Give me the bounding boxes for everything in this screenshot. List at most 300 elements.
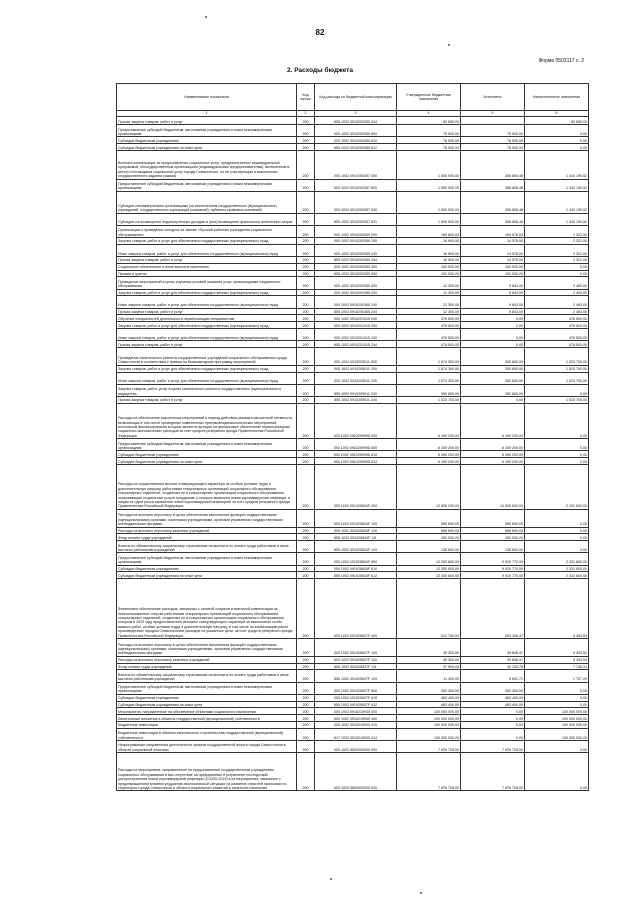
row-line-code: 200: [297, 553, 315, 565]
row-line-code: 200: [297, 465, 315, 510]
row-budget-code: 000 1002 0910201015 000: [315, 315, 397, 322]
row-name: Проведение мероприятий в целях изучения условий оказания услуг организациями социального обслуживания: [117, 277, 297, 289]
row-approved: 76 000,00: [397, 137, 461, 144]
row-unexecuted: 100 000 000,00: [525, 715, 589, 722]
table-row: [117, 728, 589, 740]
row-unexecuted: 0,00: [525, 270, 589, 277]
row-executed: [461, 117, 525, 125]
row-line-code: 200: [297, 741, 315, 753]
row-executed: 9 920 770,00: [461, 572, 525, 579]
table-row: [117, 225, 589, 237]
row-executed: 39 846,47: [461, 656, 525, 663]
row-approved: 12 250 600,00: [397, 572, 461, 579]
row-unexecuted: 7 746,24: [525, 663, 589, 670]
row-executed: 0,00: [461, 721, 525, 728]
row-unexecuted: 9 453,53: [525, 656, 589, 663]
table-row: [117, 656, 589, 663]
row-approved: 512 700,00: [397, 579, 461, 639]
row-line-code: 200: [297, 329, 315, 341]
row-budget-code: 000 1002 0910201015 240: [315, 329, 397, 341]
row-executed: 76 000,00: [461, 144, 525, 151]
table-row: [117, 639, 589, 657]
row-approved: 16 900,00: [397, 244, 461, 256]
row-unexecuted: 1 523 700,00: [525, 365, 589, 372]
row-budget-code: 817 1002 0910219930 414: [315, 728, 397, 740]
row-approved: 100 000 000,00: [397, 708, 461, 715]
row-unexecuted: 1 443 190,52: [525, 191, 589, 213]
row-line-code: 200: [297, 728, 315, 740]
table-row: [117, 541, 589, 553]
row-budget-code: 000 1002 0910205011 000: [315, 348, 397, 366]
row-executed: 9 843,00: [461, 308, 525, 315]
row-executed: 30 153,76: [461, 663, 525, 670]
row-unexecuted: 0,00: [525, 125, 589, 137]
row-name: Закупка товаров, работ, услуг в целях капитального ремонта государственного (муниципального) имущества: [117, 384, 297, 396]
row-line-code: 200: [297, 527, 315, 534]
row-unexecuted: 1 443 190,52: [525, 150, 589, 179]
column-number: 1: [117, 111, 297, 117]
row-unexecuted: 1 523 700,00: [525, 372, 589, 384]
table-row: [117, 296, 589, 308]
header-executed: Исполнено: [461, 84, 525, 111]
row-name: Финансовое обеспечение расходов, связанных с оплатой отпусков и выплатой компенсации за неиспользованные отпуска работникам стационарных организаций социального обслуживания, стационарных отделений, созданных не в стационарных организациях социального обслуживания, которым в 2020 году предоставлялись выплаты стимулирующего характера за выполнение особо важных работ, особые условия труда и дополнительную нагрузку, в том числе на компенсацию ранее произведенных городом Севастополем расходов на указанные цели, за счет средств резервного фонда Правительства Российской Федерации: [117, 579, 297, 639]
row-budget-code: 855 1002 0910200359 350: [315, 270, 397, 277]
row-unexecuted: 0,00: [525, 263, 589, 270]
row-budget-code: 855 1002 091025834F 119: [315, 541, 397, 553]
row-executed: 14 578,00: [461, 244, 525, 256]
row-budget-code: 000 1002 091025837F 600: [315, 682, 397, 694]
row-executed: 7 629 705,00: [461, 741, 525, 753]
row-line-code: 200: [297, 397, 315, 404]
table-row: [117, 257, 589, 264]
row-name: Субсидии бюджетным учреждениям: [117, 694, 297, 701]
table-row: [117, 708, 589, 715]
row-line-code: 200: [297, 572, 315, 579]
row-approved: 100 000 000,00: [397, 721, 461, 728]
row-name: Прочая закупка товаров, работ и услуг: [117, 117, 297, 125]
row-unexecuted: 1 523 700,00: [525, 397, 589, 404]
row-name: Закупка товаров, работ и услуг для обеспечения государственных (муниципальных) нужд: [117, 365, 297, 372]
row-approved: 476 500,00: [397, 341, 461, 348]
row-executed: 39 846,47: [461, 639, 525, 657]
row-unexecuted: 0,00: [525, 403, 589, 438]
row-budget-code: 855 1002 091025834F 612: [315, 572, 397, 579]
row-executed: 6 169 200,00: [461, 458, 525, 465]
table-row: [117, 117, 589, 125]
row-approved: 12 300,00: [397, 308, 461, 315]
table-row: [117, 397, 589, 404]
row-unexecuted: 100 000 000,00: [525, 721, 589, 728]
row-approved: 49 300,00: [397, 639, 461, 657]
row-unexecuted: 476 500,00: [525, 329, 589, 341]
row-unexecuted: 0,00: [525, 439, 589, 451]
row-executed: 9 920 770,00: [461, 565, 525, 572]
row-name: Расходы на выплаты персоналу в целях обеспечения выполнения функций государственными (муниципальными) органами, казенными учреждениями, органами управления государственными внебюджетными фондами: [117, 509, 297, 527]
row-approved: 7 629 705,00: [397, 753, 461, 791]
row-approved: 1 800 000,00: [397, 179, 461, 191]
row-unexecuted: 0,00: [525, 527, 589, 534]
row-approved: 6 169 200,00: [397, 439, 461, 451]
row-name: Субсидии бюджетным учреждениям: [117, 137, 297, 144]
row-line-code: 200: [297, 289, 315, 296]
row-budget-code: 000 1002 091025999D 000: [315, 403, 397, 438]
row-name: Расходы на выплаты персоналу казенных учреждений: [117, 527, 297, 534]
row-approved: 476 500,00: [397, 322, 461, 329]
row-unexecuted: 0,00: [525, 137, 589, 144]
row-executed: 135 600,00: [461, 541, 525, 553]
row-name: Субсидии на возмещение недополученных доходов и (или) возмещение фактически понесенных затрат: [117, 213, 297, 225]
row-unexecuted: 1 523 700,00: [525, 348, 589, 366]
row-unexecuted: 2 331 600,00: [525, 565, 589, 572]
row-name: Предоставление субсидий бюджетным, автономным учреждениям и иным некоммерческим организациям: [117, 179, 297, 191]
row-line-code: 200: [297, 565, 315, 572]
row-approved: 169 800,00: [397, 225, 461, 237]
row-name: Предоставление субсидий бюджетным, автономным учреждениям и иным некоммерческим организациям: [117, 553, 297, 565]
row-budget-code: 000 1002 9600000000 000: [315, 741, 397, 753]
row-unexecuted: 0,00: [525, 451, 589, 458]
row-executed: 7 629 705,00: [461, 753, 525, 791]
row-line-code: 200: [297, 579, 315, 639]
row-name: Фонд оплаты труда учреждений: [117, 534, 297, 541]
row-budget-code: 855 1002 0910205011 243: [315, 384, 397, 396]
row-budget-code: 855 1002 091025837F 119: [315, 670, 397, 682]
row-budget-code: 000 1002 091025834F 110: [315, 527, 397, 534]
row-unexecuted: 1 443 190,52: [525, 213, 589, 225]
row-approved: 11 400,00: [397, 670, 461, 682]
row-unexecuted: 2 463,00: [525, 308, 589, 315]
row-unexecuted: 0,00: [525, 753, 589, 791]
row-executed: 0,00: [461, 715, 525, 722]
row-approved: 135 600,00: [397, 541, 461, 553]
row-unexecuted: 2 321,00: [525, 244, 589, 256]
table-row: [117, 579, 589, 639]
row-name: Выплата компенсации за предоставление социальных услуг, предусмотренных индивидуальной программой, негосударственным организациям (индивидуальным предпринимателям), включенным в реестр поставщиков социальных услуг города Севастополя, но не участвующим в выполнении государственного задания (заказа): [117, 150, 297, 179]
row-approved: 476 500,00: [397, 329, 461, 341]
row-approved: 1 874 300,00: [397, 365, 461, 372]
row-budget-code: 000 1002 0910200357 630: [315, 191, 397, 213]
table-row: [117, 244, 589, 256]
row-name: Премии и гранты: [117, 270, 297, 277]
row-unexecuted: 2 321,00: [525, 237, 589, 244]
row-budget-code: 000 1002 091025834F 000: [315, 465, 397, 510]
column-number: 3: [315, 111, 397, 117]
row-executed: 6 169 200,00: [461, 451, 525, 458]
row-name: Закупка товаров, работ и услуг для обеспечения государственных (муниципальных) нужд: [117, 289, 297, 296]
row-executed: 0,00: [461, 397, 525, 404]
row-name: Субсидии бюджетным учреждениям на иные цели: [117, 144, 297, 151]
row-line-code: 200: [297, 372, 315, 384]
row-budget-code: 855 1002 0910205011 244: [315, 397, 397, 404]
table-header-row: [117, 84, 589, 111]
table-row: [117, 458, 589, 465]
table-row: [117, 263, 589, 270]
row-line-code: 200: [297, 639, 315, 657]
row-executed: 0,00: [461, 341, 525, 348]
row-approved: 150 000,00: [397, 263, 461, 270]
row-approved: 12 300,00: [397, 289, 461, 296]
row-name: Бюджетные инвестиции: [117, 721, 297, 728]
row-executed: 150 000,00: [461, 263, 525, 270]
row-budget-code: 000 1002 091025999D 610: [315, 451, 397, 458]
row-budget-code: 000 1002 0910219930 400: [315, 715, 397, 722]
row-name: Закупка товаров, работ и услуг для обеспечения государственных (муниципальных) нужд: [117, 237, 297, 244]
row-unexecuted: 476 500,00: [525, 315, 589, 322]
row-budget-code: 855 1002 0910200350 244: [315, 117, 397, 125]
scan-speck: [205, 16, 207, 18]
row-executed: 76 000,00: [461, 137, 525, 144]
row-name: Субсидии бюджетным учреждениям: [117, 451, 297, 458]
row-approved: 49 300,00: [397, 656, 461, 663]
row-line-code: 200: [297, 225, 315, 237]
row-name: Фонд оплаты труда учреждений: [117, 663, 297, 670]
row-name: Прочая закупка товаров, работ и услуг: [117, 257, 297, 264]
row-line-code: 200: [297, 244, 315, 256]
row-line-code: 200: [297, 694, 315, 701]
row-name: Расходы на обеспечение выполнения мероприятий в период действия режима повышенной готовности, включающих в том числе проведение комплексных противоэпидемиологических мероприятий, источником финансирования которых является дотация на финансовое обеспечение первоочередных социально-экономических расходов за счет средств резервного фонда Правительства Российской Федерации: [117, 403, 297, 438]
row-approved: 1 800 000,00: [397, 191, 461, 213]
table-row: [117, 694, 589, 701]
row-budget-code: 000 1002 0910205011 240: [315, 372, 397, 384]
row-executed: 0,00: [461, 322, 525, 329]
row-line-code: 200: [297, 341, 315, 348]
row-line-code: 200: [297, 384, 315, 396]
table-row: [117, 348, 589, 366]
scan-speck: [448, 44, 450, 46]
table-row: [117, 277, 589, 289]
row-name: Прочая закупка товаров, работ и услуг: [117, 308, 297, 315]
row-approved: 7 629 705,00: [397, 741, 461, 753]
row-budget-code: 000 1002 0910200359 000: [315, 225, 397, 237]
row-name: Расходы на осуществление выплат стимулирующего характера за особые условия труда и дополнительную нагрузку работникам стационарных организаций социального обслуживания, стационарных отделений, созданных не в стационарных организациях социального обслуживания, оказывающим социальные услуги гражданам, у которых выявлена новая коронавирусная инфекция, и лицам из групп риска заражения новой коронавирусной инфекцией за счет средств резервного фонда Правительства Российской Федерации: [117, 465, 297, 510]
row-name: Взносы по обязательному социальному страхованию на выплаты по оплате труда работников и иные выплаты работникам учреждений: [117, 670, 297, 682]
row-approved: 12 250 600,00: [397, 553, 461, 565]
row-unexecuted: 0,00: [525, 534, 589, 541]
row-approved: 463 400,00: [397, 682, 461, 694]
table-row: [117, 308, 589, 315]
row-executed: 9 843,00: [461, 296, 525, 308]
table-row: [117, 289, 589, 296]
row-executed: 14 578,00: [461, 257, 525, 264]
row-approved: 6 169 200,00: [397, 458, 461, 465]
table-row: [117, 553, 589, 565]
row-budget-code: 000 1002 091025837F 110: [315, 656, 397, 663]
row-name: Капитальные вложения в объекты государственной (муниципальной) собственности: [117, 715, 297, 722]
row-line-code: 200: [297, 213, 315, 225]
row-line-code: 200: [297, 701, 315, 708]
header-line-code: Код строки: [297, 84, 315, 111]
row-executed: 10 506 600,00: [461, 465, 525, 510]
row-line-code: 200: [297, 191, 315, 213]
row-unexecuted: 476 500,00: [525, 322, 589, 329]
table-row: [117, 701, 589, 708]
row-budget-code: 000 1002 091025999D 600: [315, 439, 397, 451]
row-name: Прочая закупка товаров, работ и услуг: [117, 341, 297, 348]
row-unexecuted: 0,00: [525, 682, 589, 694]
row-name: Предоставление субсидий бюджетным, автономным учреждениям и иным некоммерческим организациям: [117, 682, 297, 694]
row-executed: 14 578,00: [461, 237, 525, 244]
row-budget-code: 000 1002 0910200357 600: [315, 179, 397, 191]
row-budget-code: 000 1002 0910200350 600: [315, 125, 397, 137]
row-name: Мероприятия, направленные на обеспечение объектами социального назначения: [117, 708, 297, 715]
column-number: 4: [397, 111, 461, 117]
page-number: 82: [315, 28, 325, 37]
row-executed: 350 600,00: [461, 365, 525, 372]
row-executed: 350 600,00: [461, 372, 525, 384]
row-unexecuted: 0,00: [525, 701, 589, 708]
row-executed: 450 000,00: [461, 534, 525, 541]
table-row: [117, 150, 589, 179]
row-budget-code: 000 1002 0910200359 200: [315, 237, 397, 244]
row-name: Предоставление субсидий бюджетным, автономным учреждениям и иным некоммерческим организациям: [117, 125, 297, 137]
row-unexecuted: 2 463,00: [525, 289, 589, 296]
row-approved: 585 600,00: [397, 527, 461, 534]
row-approved: 12 300,00: [397, 296, 461, 308]
row-executed: 154 578,00: [461, 225, 525, 237]
table-row: [117, 144, 589, 151]
row-unexecuted: 0,00: [525, 694, 589, 701]
budget-expenses-table: [116, 83, 589, 791]
row-budget-code: 855 1002 0910200359 244: [315, 257, 397, 264]
table-row: [117, 191, 589, 213]
row-line-code: 200: [297, 656, 315, 663]
header-budget-code: Код расхода по бюджетной классификации: [315, 84, 397, 111]
table-row: [117, 125, 589, 137]
row-executed: 0,00: [461, 728, 525, 740]
row-unexecuted: 2 331 600,00: [525, 553, 589, 565]
row-line-code: 200: [297, 708, 315, 715]
row-name: Субсидии бюджетным учреждениям на иные цели: [117, 701, 297, 708]
row-unexecuted: 2 321,00: [525, 257, 589, 264]
row-executed: 356 808,48: [461, 179, 525, 191]
row-name: Взносы по обязательному социальному страхованию на выплаты по оплате труда работников и иные выплаты работникам учреждений: [117, 541, 297, 553]
row-budget-code: 855 1002 091025999D 612: [315, 458, 397, 465]
table-row: [117, 682, 589, 694]
table-row: [117, 753, 589, 791]
row-name: Субсидии бюджетным учреждениям: [117, 565, 297, 572]
row-executed: 503 346,47: [461, 579, 525, 639]
section-title: 2. Расходы бюджета: [287, 67, 353, 74]
table-row: [117, 372, 589, 384]
row-budget-code: 855 1002 0910201015 244: [315, 341, 397, 348]
row-unexecuted: 2 331 600,00: [525, 572, 589, 579]
row-budget-code: 000 1002 091025834F 600: [315, 553, 397, 565]
row-line-code: 200: [297, 125, 315, 137]
row-name: Прочая закупка товаров, работ и услуг: [117, 397, 297, 404]
row-line-code: 200: [297, 439, 315, 451]
row-name: Иные закупки товаров, работ и услуг для обеспечения государственных (муниципальных) нужд: [117, 372, 297, 384]
table-row: [117, 213, 589, 225]
row-budget-code: 000 1002 0910200365 240: [315, 296, 397, 308]
row-budget-code: 855 1002 0910200350 612: [315, 144, 397, 151]
row-approved: 12 836 200,00: [397, 465, 461, 510]
row-name: Проведение капитального ремонта государственных учреждений социального обслуживания города Севастополя в соответствии с правом на безвозмездную программу мероприятий: [117, 348, 297, 366]
row-budget-code: 000 1002 0910200365 000: [315, 277, 397, 289]
row-line-code: 200: [297, 137, 315, 144]
row-executed: 463 400,00: [461, 682, 525, 694]
row-unexecuted: 0,00: [525, 458, 589, 465]
row-line-code: 200: [297, 451, 315, 458]
row-approved: 585 600,00: [397, 509, 461, 527]
row-unexecuted: 9 453,53: [525, 639, 589, 657]
row-unexecuted: 0,00: [525, 741, 589, 753]
column-number: 6: [525, 111, 589, 117]
row-executed: 356 808,48: [461, 213, 525, 225]
row-approved: 350 600,00: [397, 384, 461, 396]
row-line-code: 200: [297, 458, 315, 465]
table-row: [117, 670, 589, 682]
row-executed: 356 808,48: [461, 150, 525, 179]
row-approved: 1 874 300,00: [397, 348, 461, 366]
row-executed: 6 169 200,00: [461, 403, 525, 438]
row-unexecuted: 0,00: [525, 384, 589, 396]
table-row: [117, 572, 589, 579]
table-row: [117, 341, 589, 348]
row-name: Предоставление субсидий бюджетным, автономным учреждениям и иным некоммерческим организациям: [117, 439, 297, 451]
row-budget-code: 000 1002 9600000000 000: [315, 753, 397, 791]
row-executed: 585 600,00: [461, 527, 525, 534]
row-name: Расходы на выплаты персоналу казенных учреждений: [117, 656, 297, 663]
row-line-code: 200: [297, 682, 315, 694]
row-name: Иные закупки товаров, работ и услуг для обеспечения государственных (муниципальных) нужд: [117, 329, 297, 341]
row-line-code: 200: [297, 257, 315, 264]
row-executed: 0,00: [461, 329, 525, 341]
row-budget-code: 000 1002 0910219930 000: [315, 708, 397, 715]
row-unexecuted: 0,00: [525, 144, 589, 151]
table-row: [117, 270, 589, 277]
row-budget-code: 855 1002 091025837F 111: [315, 663, 397, 670]
row-line-code: 200: [297, 348, 315, 366]
row-unexecuted: 0,00: [525, 509, 589, 527]
row-executed: 0,00: [461, 708, 525, 715]
row-unexecuted: 476 500,00: [525, 341, 589, 348]
row-line-code: 200: [297, 150, 315, 179]
row-name: Социальное обеспечение и иные выплаты населению: [117, 263, 297, 270]
row-line-code: 200: [297, 663, 315, 670]
row-budget-code: 000 1002 0910200359 300: [315, 263, 397, 270]
row-line-code: 200: [297, 277, 315, 289]
row-executed: 9 843,00: [461, 289, 525, 296]
table-row: [117, 527, 589, 534]
row-executed: 350 600,00: [461, 384, 525, 396]
row-unexecuted: 1 707,29: [525, 670, 589, 682]
table-row: [117, 329, 589, 341]
row-approved: 16 900,00: [397, 257, 461, 264]
row-approved: 76 000,00: [397, 144, 461, 151]
table-row: [117, 565, 589, 572]
row-approved: 12 300,00: [397, 277, 461, 289]
table-row: [117, 322, 589, 329]
row-line-code: 200: [297, 753, 315, 791]
row-line-code: 200: [297, 403, 315, 438]
row-approved: 1 874 300,00: [397, 372, 461, 384]
row-approved: 476 500,00: [397, 315, 461, 322]
row-unexecuted: 2 463,00: [525, 296, 589, 308]
row-budget-code: 855 1002 0910200357 631: [315, 213, 397, 225]
row-executed: 9 920 770,00: [461, 553, 525, 565]
row-approved: 82 650,00: [397, 117, 461, 125]
row-executed: 76 000,00: [461, 125, 525, 137]
table-row: [117, 315, 589, 322]
header-approved: Утвержденные бюджетные назначения: [397, 84, 461, 111]
header-name: Наименование показателя: [117, 84, 297, 111]
row-executed: 9 692,71: [461, 670, 525, 682]
row-line-code: 200: [297, 263, 315, 270]
row-unexecuted: 82 650,00: [525, 117, 589, 125]
row-line-code: 200: [297, 715, 315, 722]
row-approved: 1 800 000,00: [397, 213, 461, 225]
row-name: Иные закупки товаров, работ и услуг для обеспечения государственных (муниципальных) нужд: [117, 296, 297, 308]
row-line-code: 200: [297, 365, 315, 372]
